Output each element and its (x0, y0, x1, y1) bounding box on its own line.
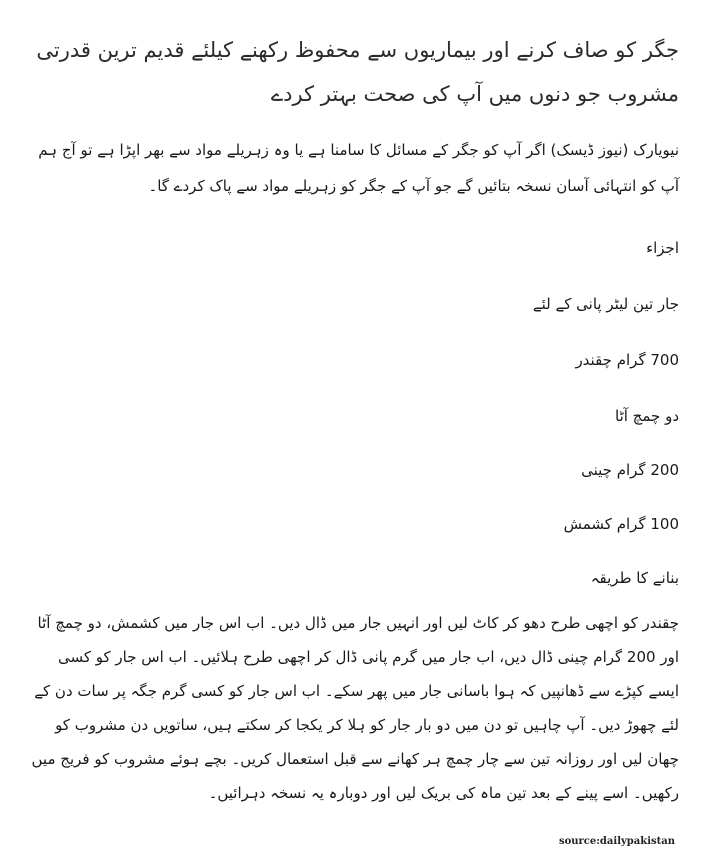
method-heading: بنانے کا طریقہ (590, 569, 679, 587)
ingredient-item: 200 گرام چینی (581, 461, 679, 479)
ingredient-item: 100 گرام کشمش (563, 515, 679, 533)
article-title: جگر کو صاف کرنے اور بیماریوں سے محفوظ رکھنے کیلئے قدیم ترین قدرتی مشروب جو دنوں میں آپ کی صحت بہتر کردے (36, 38, 679, 106)
method-text: چقندر کو اچھی طرح دھو کر کاٹ لیں اور انہیں جار میں ڈال دیں۔ اب اس جار میں کشمش، دو چمچ آٹا اور 200 گرام چینی ڈال دیں، اب جار میں گرم پانی ڈال کر اچھی طرح ہلائیں۔ اب اس جار کو کسی ایسے کپڑے سے ڈھانپیں کہ ہوا باسانی جار میں پھر سکے۔ اب اس جار کو کسی گرم جگہ پر سات دن کے لئے چھوڑ دیں۔ آپ چاہیں تو دن میں دو بار جار کو ہلا کر یکجا کر سکتے ہیں، ساتویں دن مشروب کو چھان لیں اور روزانہ تین سے چار چمچ ہر کھانے سے قبل استعمال کریں۔ بچے ہوئے مشروب کو فریج میں رکھیں۔ اسے پینے کے بعد تین ماہ کی بریک لیں اور دوبارہ یہ نسخہ دہرائیں۔ (31, 614, 679, 802)
article-intro: نیویارک (نیوز ڈیسک) اگر آپ کو جگر کے مسائل کا سامنا ہے یا وہ زہریلے مواد سے بھر اپڑا ہے تو آج ہم آپ کو انتہائی آسان نسخہ بتائیں گے جو آپ کے جگر کو زہریلے مواد سے پاک کردے گا۔ (38, 141, 679, 195)
source-credit: source:dailypakistan (558, 836, 675, 847)
ingredient-item: جار تین لیٹر پانی کے لئے (532, 295, 679, 313)
ingredients-heading: اجزاء (646, 239, 679, 257)
ingredient-item: دو چمچ آٹا (615, 407, 679, 425)
ingredient-item: 700 گرام چقندر (575, 351, 679, 369)
